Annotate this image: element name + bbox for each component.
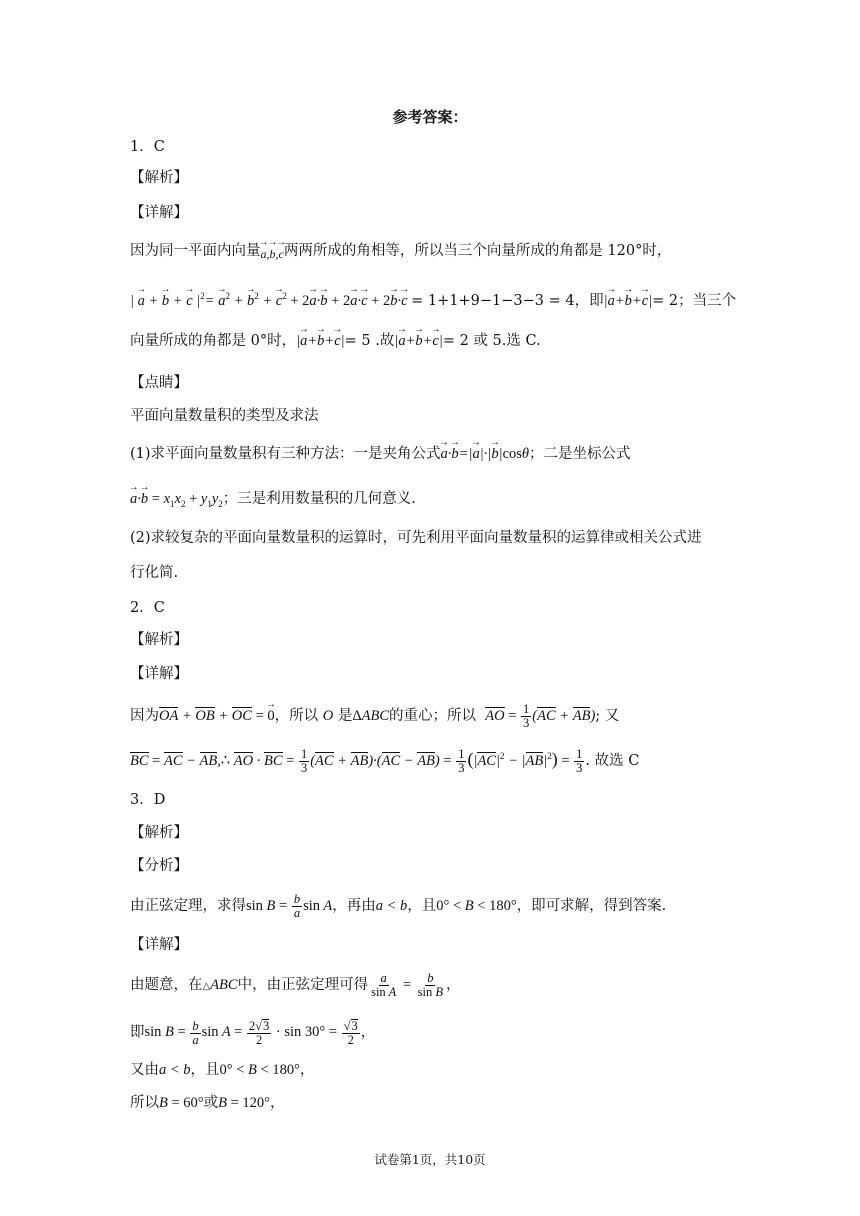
answer-1-line-2: | → a + → b + → c $|^2= \to a^2$ + → $b^2$ + → $c^2 + 2\to a\cdot\to b + 2\to a\cdot\to c + 2\to b\cdot\to c = 1+1+9-1-3-3 = 4$，即|→ a+→ b+→ c|= 2；当三个 (130, 286, 736, 311)
answer-3-line-1: 由正弦定理，求得sin B = $\frac{b}{a}$ sin A，再由a < b，且0° < B < 180°，即可求解，得到答案. (130, 892, 667, 920)
answer-1-remark-label: 【点睛】 (130, 375, 188, 391)
answer-1-remark-line-5: 行化简. (130, 565, 179, 581)
answer-1-remark-line-3: → $a\cdot\to b = x_1x_2 + y_1y_2$；三是利用数量积的几何意义. (130, 489, 416, 514)
answer-3-line-3: 即sin B = $\frac{b}{a}$ sin A = $\frac{2√3}{2}$ · sin 30° = $\frac{√3}{2}$ ， (130, 1018, 376, 1047)
sine-rule-expression: sin B = $\frac{b}{a}$ sin A (246, 892, 333, 920)
centroid-condition: OA + OB + OC = → 0 (159, 708, 275, 724)
answer-3-line-4: 又由a < b，且0° < B < 180°， (130, 1062, 315, 1078)
answer-3-line-5: 所以B = 60°或B = 120°， (130, 1095, 285, 1111)
dot-product-derivation: BC = AC − AB,∴ AO · BC = $\frac{1}{3}$ (AC + AB)·(AC − AB) = $\frac{1}{3}$ $(|AC|^2 - |AB|^2)$ = $\frac{1}{3}$ (130, 747, 583, 775)
coordinate-formula: → $a\cdot\to b = x_1x_2 + y_1y_2$ (130, 491, 223, 507)
answer-3-heading: 3．D (130, 792, 166, 808)
answer-1-remark-line-4: (2)求较复杂的平面向量数量积的运算时，可先利用平面向量数量积的运算律或相关公式进 (130, 530, 702, 546)
answer-2-detail-label: 【详解】 (130, 666, 188, 682)
page-title: 参考答案： (392, 108, 468, 126)
answer-3-analysis-label: 【解析】 (130, 825, 188, 841)
answer-1-detail-label: 【详解】 (130, 205, 188, 221)
vectors-abc: → $_{a,\to b,\to c}$ (261, 247, 284, 261)
magnitude-expansion: | → a + → b + → c $|^2= \to a^2$ + → $b^2$ + → $c^2 + 2\to a\cdot\to b + 2\to a\cdot\to c + 2\to b\cdot\to c$ (130, 293, 411, 309)
ao-expression: AO = $\frac{1}{3}$ (AC + AB) (485, 702, 596, 730)
answer-1-heading: 1．C (130, 139, 165, 155)
answer-3-detail-label: 【详解】 (130, 937, 188, 953)
answer-1-line-3: 向量所成的角都是 0°时，|→ a+→ b+→ c|= 5 .故|→ a+→ b+→ c|= 2 或 5.选 C. (130, 331, 541, 351)
answer-3-analysis-sub-label: 【分析】 (130, 858, 188, 874)
answer-2-analysis-label: 【解析】 (130, 632, 188, 648)
answer-2-line-2: BC = AC − AB,∴ AO · BC = $\frac{1}{3}$ (AC + AB)·(AC − AB) = $\frac{1}{3}$ $(|AC|^2 - |AB|^2)$ = $\frac{1}{3}$ . 故选 C (130, 747, 640, 775)
answer-1-remark-line-1: 平面向量数量积的类型及求法 (130, 408, 319, 424)
sin-b-computation: sin B = $\frac{b}{a}$ sin A = $\frac{2√3}{2}$ · sin 30° = $\frac{√3}{2}$ (144, 1018, 358, 1047)
answer-1-analysis-label: 【解析】 (130, 170, 188, 186)
answer-2-heading: 2．C (130, 600, 165, 616)
answer-1-remark-line-2: (1)求平面向量数量积有三种方法：一是夹角公式→ a·→ b=|→ a|·|→ b|cosθ；二是坐标公式 (130, 444, 631, 464)
answer-1-line-1: 因为同一平面内向量→ $_{a,\to b,\to c}$两两所成的角相等，所以当三个向量所成的角都是 120°时， (130, 241, 671, 261)
page-footer: 试卷第1页，共10页 (374, 1152, 486, 1167)
sine-rule-ratio: $\frac{a}{\text{sin A}}$ = $\frac{b}{\text{sin B}}$ (371, 971, 444, 999)
answer-2-line-1: 因为OA + OB + OC = → 0，所以 O 是ΔABC的重心；所以 AO = $\frac{1}{3}$ (AC + AB); 又 (130, 703, 619, 730)
answer-3-line-2: 由题意，在△ABC中，由正弦定理可得 $\frac{a}{\text{sin A}}$ = $\frac{b}{\text{sin B}}$ ， (130, 971, 461, 999)
angle-formula: → a·→ b=|→ a|·|→ b|cosθ (441, 446, 529, 462)
